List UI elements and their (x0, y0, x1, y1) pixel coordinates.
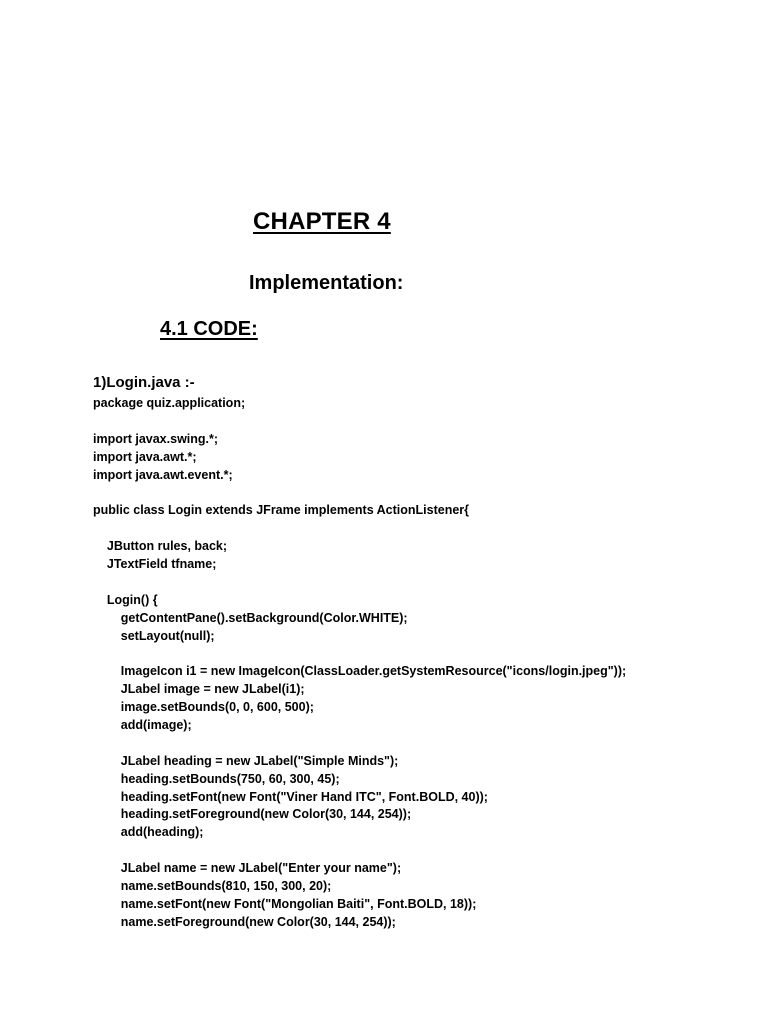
code-line: ImageIcon i1 = new ImageIcon(ClassLoader.getSystemResource("icons/login.jpeg")); (93, 664, 627, 679)
code-line: heading.setForeground(new Color(30, 144, 254)); (93, 807, 412, 822)
code-line: setLayout(null); (93, 628, 215, 643)
code-line: name.setForeground(new Color(30, 144, 254)); (93, 914, 396, 929)
code-line (93, 645, 753, 663)
code-line: JButton rules, back; (93, 539, 228, 554)
code-line (93, 735, 753, 753)
code-line: Login() { (93, 592, 158, 607)
file-heading: 1)Login.java :- (93, 374, 195, 391)
code-line: add(image); (93, 718, 192, 733)
code-line: name.setFont(new Font("Mongolian Baiti", Font.BOLD, 18)); (93, 896, 477, 911)
code-line: JTextField tfname; (93, 557, 217, 572)
code-line: JLabel heading = new JLabel("Simple Minds"); (93, 753, 399, 768)
code-line (93, 484, 753, 502)
code-line: name.setBounds(810, 150, 300, 20); (93, 879, 332, 894)
code-line: import javax.swing.*; (93, 431, 219, 446)
code-line (93, 413, 753, 431)
code-line: import java.awt.*; (93, 449, 197, 464)
code-line (93, 842, 753, 860)
code-line: add(heading); (93, 825, 204, 840)
code-line: package quiz.application; (93, 396, 246, 410)
code-line (93, 574, 753, 592)
code-line: JLabel name = new JLabel("Enter your name"); (93, 861, 402, 876)
code-line: getContentPane().setBackground(Color.WHITE); (93, 610, 408, 625)
section-heading: Implementation: (249, 272, 404, 294)
code-block (93, 395, 753, 932)
code-line: public class Login extends JFrame implements ActionListener{ (93, 503, 470, 518)
code-line: import java.awt.event.*; (93, 467, 233, 482)
code-line: JLabel image = new JLabel(i1); (93, 682, 305, 697)
code-line: image.setBounds(0, 0, 600, 500); (93, 700, 314, 715)
code-line (93, 520, 753, 538)
subsection-heading: 4.1 CODE: (160, 318, 258, 340)
code-line: heading.setFont(new Font("Viner Hand ITC", Font.BOLD, 40)); (93, 789, 488, 804)
chapter-title: CHAPTER 4 (253, 208, 391, 235)
code-line: heading.setBounds(750, 60, 300, 45); (93, 771, 340, 786)
